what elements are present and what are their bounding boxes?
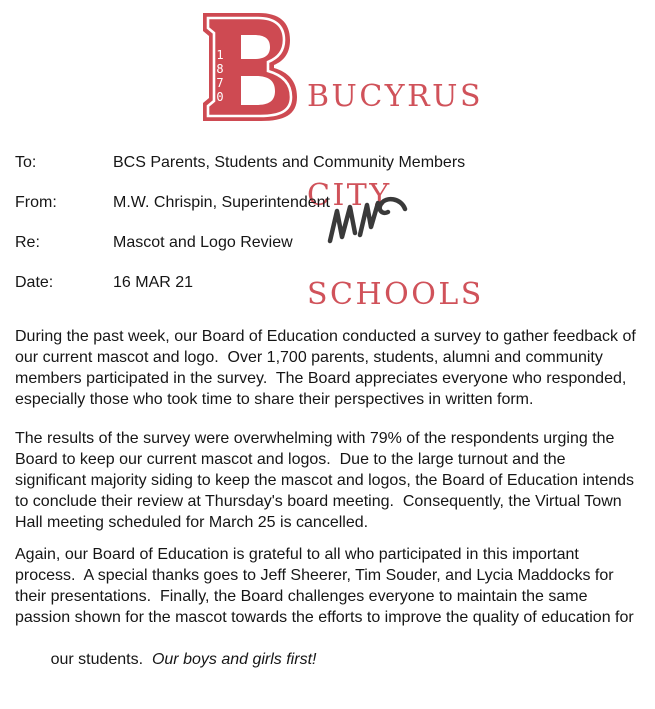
logo-year-1870: [216, 48, 223, 104]
initials-stroke-n: [360, 203, 378, 235]
paragraph-line: Board to keep our current mascot and logos. Due to the large turnout and the: [15, 451, 566, 468]
wordmark-line: SCHOOLS: [307, 277, 484, 312]
paragraph-line: Again, our Board of Education is grateful to all who participated in this important: [15, 546, 579, 563]
paragraph-line: their presentations. Finally, the Board challenges everyone to maintain the same: [15, 588, 588, 605]
initials-stroke-m: [330, 207, 355, 241]
logo-year-digit: 8: [216, 62, 224, 76]
paragraph-line: The results of the survey were overwhelming with 79% of the respondents urging the: [15, 430, 615, 447]
body-paragraph-2: [15, 428, 636, 533]
paragraph-line: our current mascot and logo. Over 1,700 parents, students, alumni and community: [15, 349, 603, 366]
body-paragraph-1: [15, 326, 636, 410]
memo-field-label: Date:: [15, 274, 54, 291]
memo-field-label: From:: [15, 194, 57, 211]
handwritten-initials: [327, 196, 411, 246]
memo-field-value: Mascot and Logo Review: [113, 234, 293, 251]
paragraph-line: process. A special thanks goes to Jeff Sheerer, Tim Souder, and Lycia Maddocks for: [15, 567, 614, 584]
paragraph-line: significant majority siding to keep the mascot and logos, the Board of Education intends: [15, 472, 635, 489]
last-line-italic-motto: Our boys and girls first!: [151, 651, 317, 668]
last-line-regular: our students.: [50, 651, 152, 668]
paragraph-last-line: [15, 628, 636, 691]
memo-field-label: To:: [15, 154, 37, 171]
body-paragraph-3: [15, 544, 636, 691]
memo-field-value: M.W. Chrispin, Superintendent: [113, 194, 330, 211]
memo-field-date: [15, 275, 465, 291]
paragraph-line: Hall meeting scheduled for March 25 is cancelled.: [15, 514, 369, 531]
paragraph-line: to conclude their review at Thursday's board meeting. Consequently, the Virtual Town: [15, 493, 622, 510]
initials-stroke-c: [380, 199, 405, 213]
memo-field-to: [15, 155, 465, 171]
memo-body: [15, 326, 636, 709]
paragraph-line: passion shown for the mascot towards the efforts to improve the quality of education for: [15, 609, 634, 626]
logo-year-digit: 0: [216, 90, 224, 104]
memo-field-label: Re:: [15, 234, 40, 251]
wordmark-line: CITY: [307, 178, 392, 213]
logo-year-digit: 7: [216, 76, 224, 90]
block-b-logo-icon: [195, 11, 302, 123]
paragraph-line: During the past week, our Board of Education conducted a survey to gather feedback of: [15, 328, 636, 345]
wordmark-line: BUCYRUS: [307, 79, 484, 114]
memo-field-value: BCS Parents, Students and Community Members: [113, 154, 466, 171]
logo-year-digit: 1: [216, 48, 224, 62]
paragraph-line: members participated in the survey. The Board appreciates everyone who responded,: [15, 370, 627, 387]
memo-field-value: 16 MAR 21: [113, 274, 194, 291]
paragraph-line: especially those who took time to share their perspectives in written form.: [15, 391, 534, 408]
